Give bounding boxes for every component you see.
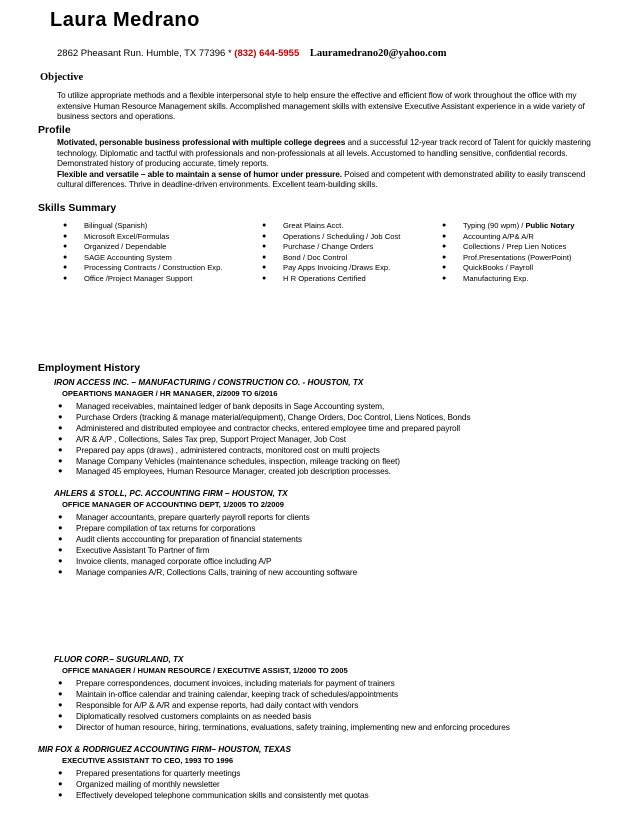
bullet-icon: ● bbox=[58, 778, 63, 788]
bullet-icon: ● bbox=[58, 512, 63, 521]
list-item: ● Prepare compilation of tax returns for corporations bbox=[58, 522, 256, 533]
list-item: ● Invoice clients, managed corporate office including A/P bbox=[58, 555, 272, 566]
profile-lead-2: Flexible and versatile – able to maintain a sense of humor under pressure. bbox=[57, 168, 342, 179]
list-item: ● Great Plains Acct. bbox=[262, 221, 344, 230]
job-duties bbox=[58, 678, 510, 733]
list-item: ● Managed 45 employees, Human Resource Manager, created job description processes. bbox=[58, 466, 391, 477]
list-item: ● Accounting A/P& A/R bbox=[442, 231, 534, 241]
bullet-icon: ● bbox=[58, 401, 63, 410]
list-item: ● Prepared presentations for quarterly meetings bbox=[58, 768, 241, 778]
list-item: ● Organized / Dependable bbox=[63, 242, 167, 251]
list-item: ● Manage Company Vehicles (maintenance schedules, inspection, mileage tracking on fleet) bbox=[58, 455, 400, 466]
list-item: ● Collections / Prep Lien Notices bbox=[442, 242, 567, 251]
list-item: ● Bilingual (Spanish) bbox=[63, 221, 148, 230]
email-address: Lauramedrano20@yahoo.com bbox=[309, 48, 447, 59]
profile-body-1: and a successful 12-year track record of Talent for quickly mastering technology. Diplomatic and tactful with professionals and non-professionals at all levels. Accustomed to handling sensitive, confidential records. Demonstrated history of producing accurate, timely reports. bbox=[57, 137, 591, 168]
bullet-icon: ● bbox=[442, 264, 447, 271]
bullet-icon: ● bbox=[58, 566, 63, 576]
bullet-icon: ● bbox=[58, 522, 63, 532]
list-item: ● Managed receivables, maintained ledger of bank deposits in Sage Accounting system, bbox=[58, 401, 385, 411]
bullet-icon: ● bbox=[58, 444, 63, 454]
list-item: ● Director of human resource, hiring, terminations, evaluations, safety training, implementing new and enforcing procedures bbox=[58, 721, 510, 732]
list-item: ● QuickBooks / Payroll bbox=[442, 263, 534, 272]
objective-text: To utilize appropriate methods and a flexible interpersonal style to help ensure the effective and efficient flow of work throughout the office with my extensive Human Resource Management skills. Accomplished management skills with extensive Executive Assistant experience in a wide variety of business sectors and operations. bbox=[57, 90, 585, 121]
list-item: ● Typing (90 wpm) / Public Notary bbox=[442, 221, 575, 230]
bullet-icon: ● bbox=[63, 253, 68, 261]
bullet-icon: ● bbox=[262, 264, 267, 271]
job-role: OPEARTIONS MANAGER / HR MANAGER, 2/2009 TO 6/2016 bbox=[62, 389, 278, 398]
bullet-icon: ● bbox=[262, 274, 267, 282]
job-company: IRON ACCESS INC. – MANUFACTURING / CONSTRUCTION CO. - HOUSTON, TX bbox=[54, 378, 364, 387]
list-item: ● Manager accountants, prepare quarterly payroll reports for clients bbox=[58, 512, 310, 522]
list-item: ● Office /Project Manager Support bbox=[63, 273, 193, 283]
list-item: ● Effectively developed telephone communication skills and consistently met quotas bbox=[58, 789, 369, 800]
bullet-icon: ● bbox=[63, 274, 68, 282]
bullet-icon: ● bbox=[58, 533, 63, 543]
bullet-icon: ● bbox=[58, 422, 63, 432]
candidate-name: Laura Medrano bbox=[50, 9, 200, 31]
list-item: ● Bond / Doc Control bbox=[262, 252, 348, 262]
job-company: FLUOR CORP.– SUGURLAND, TX bbox=[54, 655, 184, 664]
job-company: MIR FOX & RODRIGUEZ ACCOUNTING FIRM– HOUSTON, TEXAS bbox=[38, 745, 291, 754]
list-item: ● Administered and distributed employee and contractor checks, entered employee time and prepared payroll bbox=[58, 422, 461, 433]
bullet-icon: ● bbox=[63, 243, 68, 250]
bullet-icon: ● bbox=[442, 232, 447, 240]
list-item: ● Processing Contracts / Construction Exp. bbox=[63, 263, 223, 272]
skills-column-2 bbox=[262, 221, 400, 284]
list-item: ● Maintain in-office calendar and training calendar, keeping track of schedules/appointments bbox=[58, 688, 399, 699]
bullet-icon: ● bbox=[63, 222, 68, 229]
job-role: EXECUTIVE ASSISTANT TO CEO, 1993 TO 1996 bbox=[62, 756, 234, 765]
bullet-icon: ● bbox=[58, 411, 63, 421]
phone-number: (832) 644-5955 bbox=[234, 48, 300, 59]
bullet-icon: ● bbox=[63, 264, 68, 271]
list-item: ● Prepare correspondences, document invoices, including materials for payment of trainers bbox=[58, 678, 395, 688]
employment-heading: Employment History bbox=[38, 362, 141, 374]
list-item: ● A/R & A/P , Collections, Sales Tax prep, Support Project Manager, Job Cost bbox=[58, 433, 346, 444]
list-item: ● Organized mailing of monthly newsletter bbox=[58, 778, 220, 789]
list-item: ● Diplomatically resolved customers complaints on as needed basis bbox=[58, 710, 312, 721]
bullet-icon: ● bbox=[262, 253, 267, 261]
bullet-icon: ● bbox=[58, 678, 63, 687]
list-item: ● Responsible for A/P & A/R and expense reports, had daily contact with vendors bbox=[58, 699, 359, 710]
contact-line bbox=[57, 48, 446, 59]
job-duties bbox=[58, 401, 471, 477]
list-item: ● H R Operations Certified bbox=[262, 273, 366, 283]
objective-heading: Objective bbox=[40, 72, 84, 83]
bullet-icon: ● bbox=[58, 544, 63, 554]
bullet-icon: ● bbox=[58, 721, 63, 731]
list-item: ● Microsoft Excel/Formulas bbox=[63, 231, 170, 241]
bullet-icon: ● bbox=[58, 466, 63, 476]
bullet-icon: ● bbox=[442, 274, 447, 282]
bullet-icon: ● bbox=[58, 555, 63, 565]
list-item: ● Prof.Presentations (PowerPoint) bbox=[442, 252, 572, 262]
bullet-icon: ● bbox=[58, 455, 63, 465]
bullet-icon: ● bbox=[58, 699, 63, 709]
skills-column-3 bbox=[442, 221, 574, 284]
profile-text bbox=[57, 137, 602, 190]
bullet-icon: ● bbox=[442, 253, 447, 261]
bullet-icon: ● bbox=[442, 243, 447, 250]
job-role: OFFICE MANAGER OF ACCOUNTING DEPT, 1/2005 TO 2/2009 bbox=[62, 500, 284, 509]
bullet-icon: ● bbox=[442, 222, 447, 229]
job-duties bbox=[58, 512, 357, 577]
profile-heading: Profile bbox=[38, 124, 71, 136]
list-item: ● Audit clients acccounting for preparation of financial statements bbox=[58, 533, 302, 544]
list-item: ● SAGE Accounting System bbox=[63, 252, 172, 262]
bullet-icon: ● bbox=[262, 222, 267, 229]
bullet-icon: ● bbox=[58, 433, 63, 443]
bullet-icon: ● bbox=[58, 789, 63, 799]
list-item: ● Purchase / Change Orders bbox=[262, 242, 374, 251]
job-role: OFFICE MANAGER / HUMAN RESOURCE / EXECUTIVE ASSIST, 1/2000 TO 2005 bbox=[62, 666, 348, 675]
list-item: ● Prepared pay apps (draws) , administered contracts, monitored cost on multi projects bbox=[58, 444, 380, 455]
skills-heading: Skills Summary bbox=[38, 202, 117, 214]
bullet-icon: ● bbox=[58, 710, 63, 720]
job-duties bbox=[58, 768, 369, 801]
list-item: ● Manage companies A/R, Collections Calls, training of new accounting software bbox=[58, 566, 358, 577]
job-company: AHLERS & STOLL, PC. ACCOUNTING FIRM – HOUSTON, TX bbox=[54, 489, 288, 498]
bullet-icon: ● bbox=[58, 768, 63, 777]
bullet-icon: ● bbox=[63, 232, 68, 240]
bullet-icon: ● bbox=[262, 232, 267, 240]
skills-column-1 bbox=[63, 221, 222, 284]
bullet-icon: ● bbox=[262, 243, 267, 250]
bullet-icon: ● bbox=[58, 688, 63, 698]
list-item: ● Manufacturing Exp. bbox=[442, 273, 529, 283]
profile-lead-1: Motivated, personable business professional with multiple college degrees bbox=[57, 137, 346, 147]
address: 2862 Pheasant Run. Humble, TX 77396 * bbox=[57, 48, 235, 59]
list-item: ● Operations / Scheduling / Job Cost bbox=[262, 231, 401, 241]
list-item: ● Purchase Orders (tracking & manage material/equipment), Change Orders, Doc Control, Liens Notices, Bonds bbox=[58, 411, 471, 422]
profile-body-2: Poised and competent with demonstrated ability to easily transcend cultural differences. Thrive in deadline-driven environments. Excellent team-building skills. bbox=[57, 168, 586, 189]
list-item: ● Pay Apps Invoicing /Draws Exp. bbox=[262, 263, 391, 272]
list-item: ● Executive Assistant To Partner of firm bbox=[58, 544, 210, 555]
